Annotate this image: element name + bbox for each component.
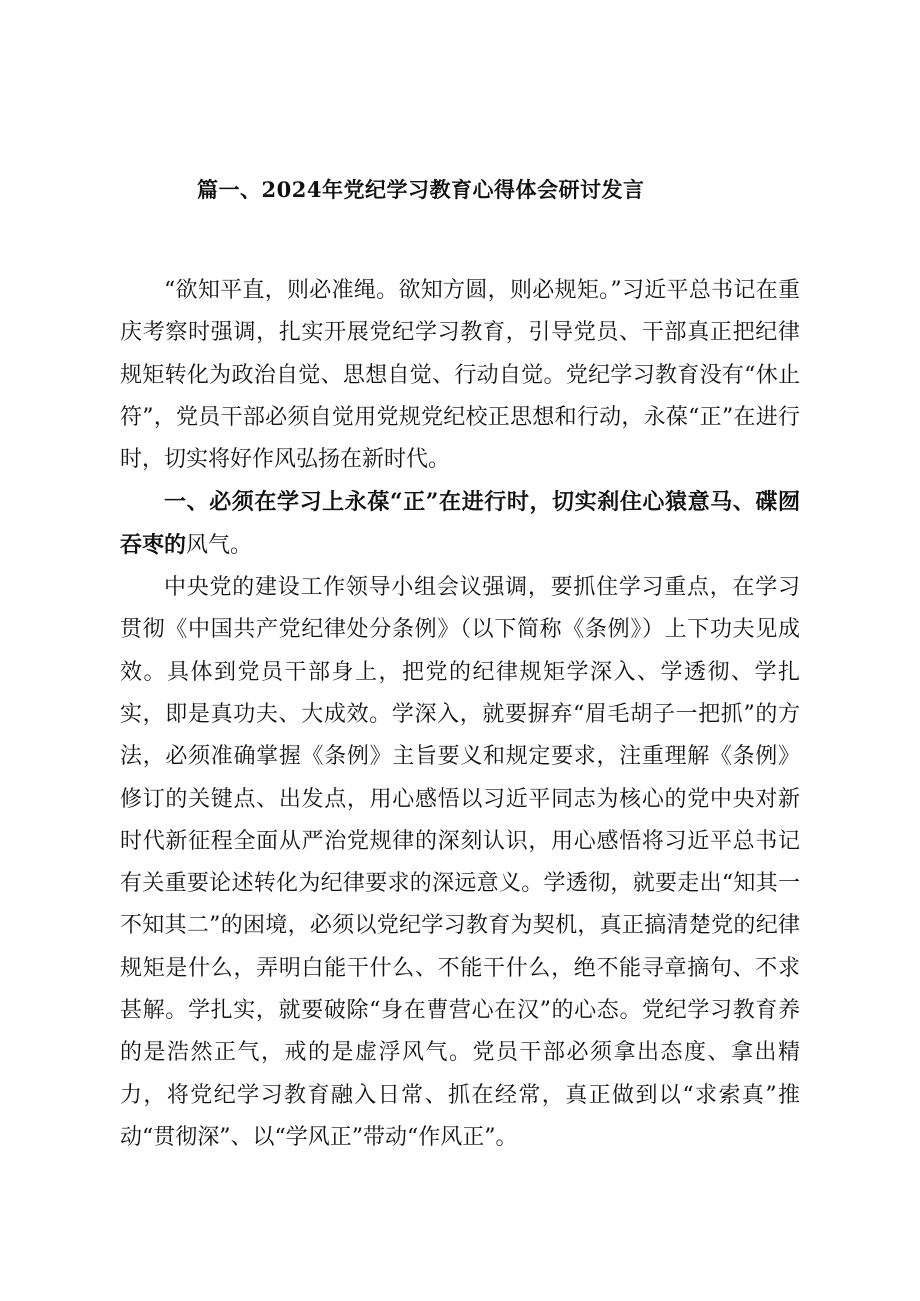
document-title: 篇一、2024年党纪学习教育心得体会研讨发言 <box>197 177 645 202</box>
section-body-paragraph: 中央党的建设工作领导小组会议强调，要抓住学习重点，在学习贯彻《中国共产党纪律处分条例》（以下简称《条例》）上下功夫见成效。具体到党员干部身上，把党的纪律规矩学深入、学透彻、学扎实，即是真功夫、大成效。学深入，就要摒弃“眉毛胡子一把抓”的方法，必须准确掌握《条例》主旨要义和规定要求，注重理解《条例》修订的关键点、出发点，用心感悟以习近平同志为核心的党中央对新时代新征程全面从严治党规律的深刻认识，用心感悟将习近平总书记有关重要论述转化为纪律要求的深远意义。学透彻，就要走出“知其一不知其二”的困境，必须以党纪学习教育为契机，真正搞清楚党的纪律规矩是什么，弄明白能干什么、不能干什么，绝不能寻章摘句、不求甚解。学扎实，就要破除“身在曹营心在汉”的心态。党纪学习教育养的是浩然正气，戒的是虚浮风气。党员干部必须拿出态度、拿出精力，将党纪学习教育融入日常、抓在经常，真正做到以“求索真”推动“贯彻深”、以“学风正”带动“作风正”。 <box>120 575 800 1150</box>
section-heading <box>120 481 800 567</box>
section-heading-bold-text: 一、必须在学习上永葆“正”在进行时，切实刹住心猿意马、碟囫吞枣的 <box>120 489 800 558</box>
document-body <box>120 270 800 1159</box>
intro-paragraph: “欲知平直，则必准绳。欲知方圆，则必规矩。”习近平总书记在重庆考察时强调，扎实开展党纪学习教育，引导党员、干部真正把纪律规矩转化为政治自觉、思想自觉、行动自觉。党纪学习教育没有“休止符”，党员干部必须自觉用党规党纪校正思想和行动，永葆“正”在进行时，切实将好作风弘扬在新时代。 <box>120 278 800 473</box>
section-heading-tail-text: 风气。 <box>186 532 253 558</box>
